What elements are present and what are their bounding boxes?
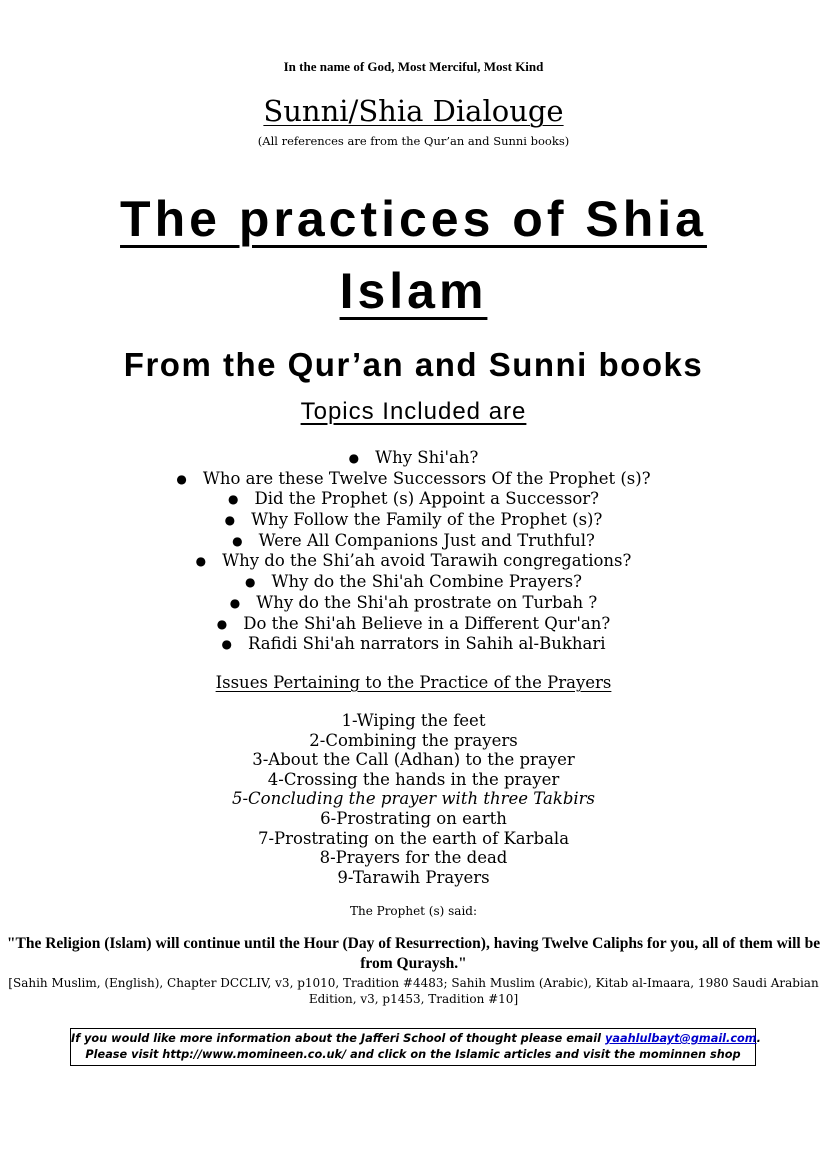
list-item: ● Why do the Shi’ah avoid Tarawih congregations? xyxy=(195,551,632,571)
list-item: ● Why do the Shi'ah Combine Prayers? xyxy=(245,572,582,592)
bullet-icon: ● xyxy=(232,533,243,548)
list-item: 2-Combining the prayers xyxy=(309,730,518,750)
page-subtitle: From the Qur’an and Sunni books xyxy=(123,346,704,383)
page-title-line-2: Islam xyxy=(339,263,488,319)
list-item: 4-Crossing the hands in the prayer xyxy=(267,769,560,789)
list-item: ● Why Shi'ah? xyxy=(348,448,479,467)
list-item: 7-Prostrating on the earth of Karbala xyxy=(257,828,570,848)
list-item: 6-Prostrating on earth xyxy=(320,808,507,828)
invocation-line: In the name of God, Most Merciful, Most Kind xyxy=(283,59,544,74)
list-item: ● Did the Prophet (s) Appoint a Successor? xyxy=(227,489,600,509)
page-title-line-1: The practices of Shia xyxy=(120,191,707,247)
references-note: (All references are from the Qur’an and Sunni books) xyxy=(257,134,570,148)
email-link[interactable]: yaahlulbayt@gmail.com xyxy=(604,1032,757,1045)
topics-list xyxy=(0,448,827,655)
issues-heading: Issues Pertaining to the Practice of the Prayers xyxy=(215,673,612,692)
list-item: ● Why Follow the Family of the Prophet (s)? xyxy=(224,510,603,530)
bullet-icon: ● xyxy=(245,575,256,590)
bullet-icon: ● xyxy=(227,492,239,507)
list-item: 3-About the Call (Adhan) to the prayer xyxy=(252,750,575,770)
bullet-icon: ● xyxy=(176,471,187,486)
list-item: ● Rafidi Shi'ah narrators in Sahih al-Bukhari xyxy=(221,634,606,654)
contact-line-2: Please visit http://www.momineen.co.uk/ and click on the Islamic articles and visit the mominnen shop xyxy=(85,1048,741,1061)
list-item: ● Why do the Shi'ah prostrate on Turbah ? xyxy=(229,592,598,612)
series-title: Sunni/Shia Dialouge xyxy=(263,94,564,128)
issues-list xyxy=(0,711,827,887)
bullet-icon: ● xyxy=(224,513,236,528)
topics-heading: Topics Included are xyxy=(300,398,527,425)
bullet-icon: ● xyxy=(216,616,228,631)
list-item: 1-Wiping the feet xyxy=(341,711,486,730)
contact-box xyxy=(70,1028,761,1066)
list-item: ● Do the Shi'ah Believe in a Different Qur'an? xyxy=(216,613,611,633)
list-item: 9-Tarawih Prayers xyxy=(337,867,490,887)
quote-citation: [Sahih Muslim, (English), Chapter DCCLIV, v3, p1010, Tradition #4483; Sahih Muslim (Arabic), Kitab al-Imaara, 1980 Saudi Arabian Edition, v3, p1453, Tradition #10] xyxy=(8,976,819,1006)
quote-intro: The Prophet (s) said: xyxy=(349,904,478,918)
bullet-icon: ● xyxy=(229,595,241,610)
contact-line-1: If you would like more information about the Jafferi School of thought please email yaahlulbayt@gmail.com. xyxy=(71,1032,761,1045)
list-item: 8-Prayers for the dead xyxy=(319,848,508,868)
list-item: ● Were All Companions Just and Truthful? xyxy=(232,530,595,550)
bullet-icon: ● xyxy=(195,554,207,569)
list-item: 5-Concluding the prayer with three Takbirs xyxy=(231,789,596,809)
hadith-quote: "The Religion (Islam) will continue until the Hour (Day of Resurrection), having Twelve Caliphs for you, all of them will be from Quraysh." xyxy=(6,935,821,972)
bullet-icon: ● xyxy=(348,451,360,465)
bullet-icon: ● xyxy=(221,637,232,652)
list-item: ● Who are these Twelve Successors Of the Prophet (s)? xyxy=(176,468,651,488)
